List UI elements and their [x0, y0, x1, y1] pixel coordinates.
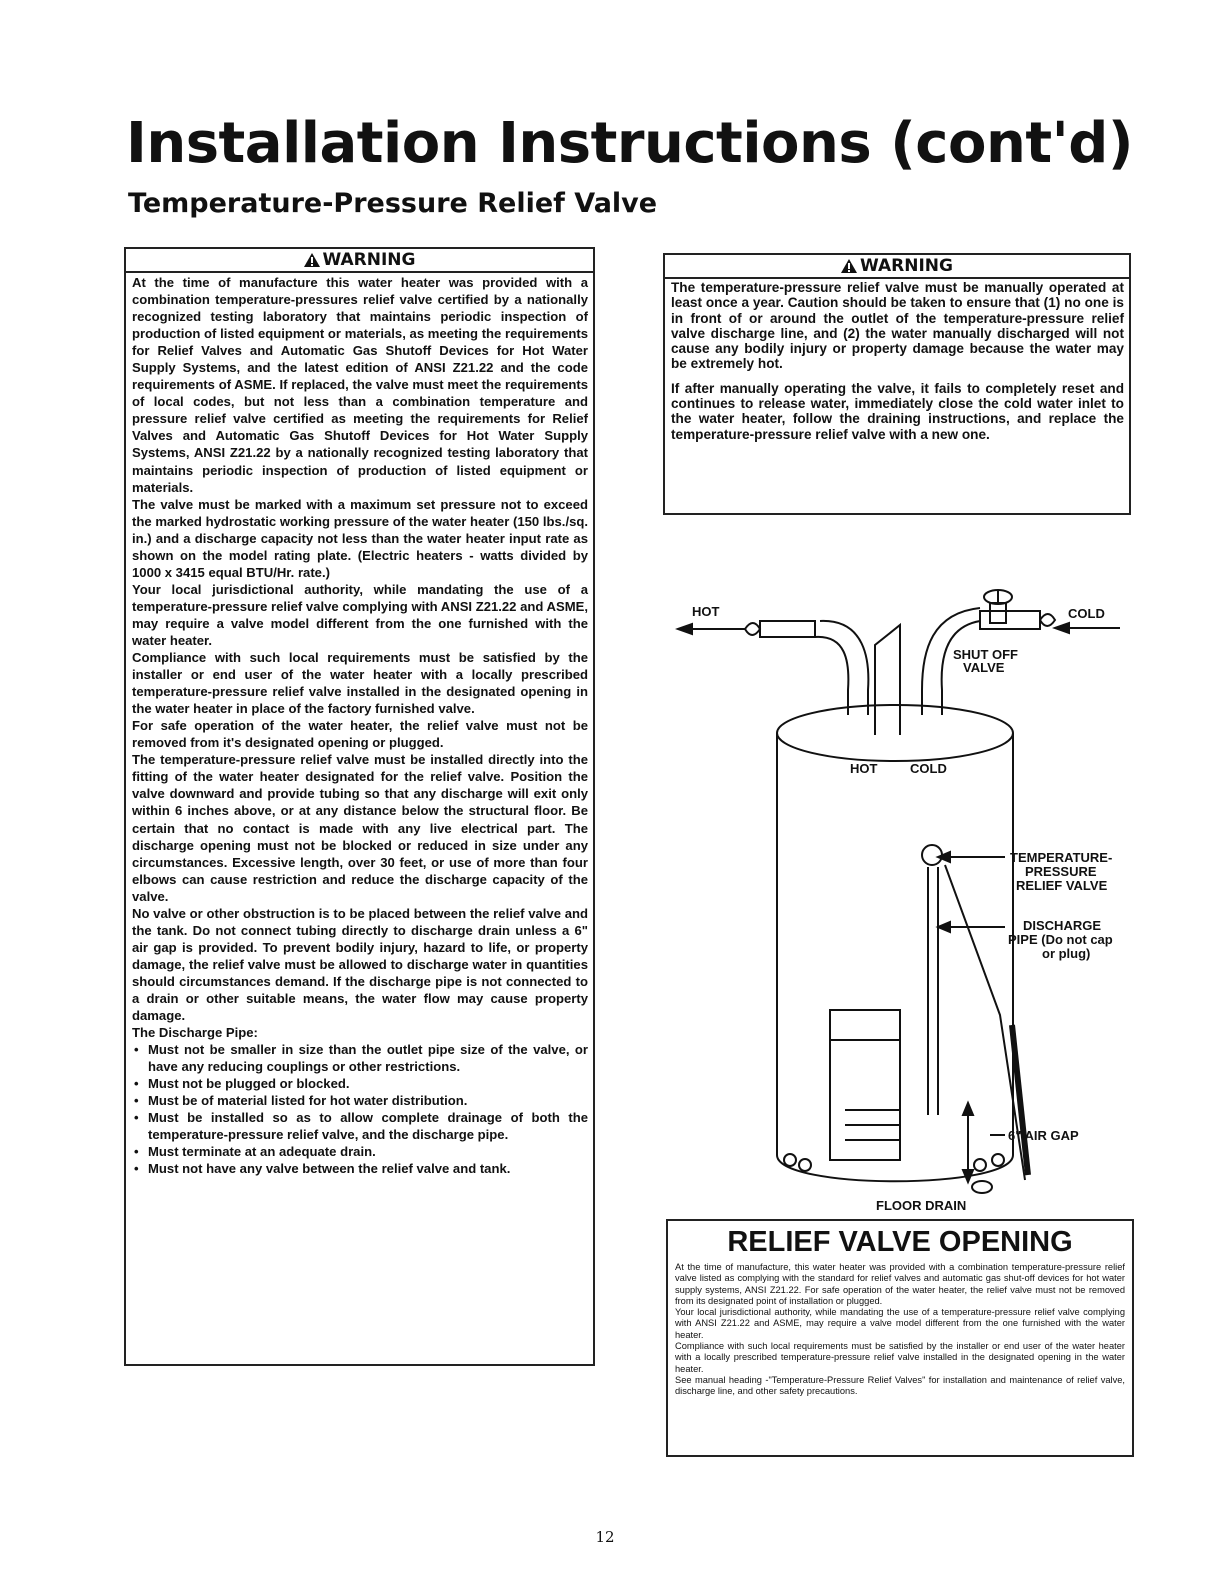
tank-cold-label: COLD	[910, 761, 947, 776]
tpr-label-line1: TEMPERATURE-	[1010, 850, 1113, 865]
discharge-label-line3: or plug)	[1042, 946, 1091, 961]
left-warning-body	[126, 273, 593, 1181]
discharge-label-line1: DISCHARGE	[1023, 918, 1102, 933]
list-item: • Must not be plugged or blocked.	[132, 1075, 588, 1092]
floor-drain-label: FLOOR DRAIN	[876, 1198, 967, 1213]
list-item: • Must terminate at an adequate drain.	[132, 1143, 588, 1160]
tank-hot-label: HOT	[850, 761, 878, 776]
warning-paragraph: No valve or other obstruction is to be placed between the relief valve and the tank. Do not connect tubing directly to discharge drain unless a 6" air gap is provided. To prevent bodily injury, hazard to life, or property damage, the relief valve must be allowed to discharge water in quantities should circumstances demand. If the discharge pipe is not connected to a drain or other suitable means, the water flow may cause property damage.	[132, 905, 588, 1024]
relief-paragraph: See manual heading -"Temperature-Pressure Relief Valves" for installation and maintenance of relief valve, discharge line, and other safety precautions.	[675, 1374, 1125, 1397]
shutoff-label-line1: SHUT OFF	[953, 647, 1018, 662]
water-heater-diagram	[670, 575, 1140, 1215]
warning-paragraph: The valve must be marked with a maximum set pressure not to exceed the marked hydrostatic working pressure of the water heater (150 lbs./sq. in.) and a discharge capacity not less than the water heater input rate as shown on the model rating plate. (Electric heaters - watts divided by 1000 x 3415 equal BTU/Hr. rate.)	[132, 496, 588, 580]
relief-valve-body	[675, 1262, 1125, 1398]
discharge-label-line2: PIPE (Do not cap	[1008, 932, 1113, 947]
warning-paragraph: Your local jurisdictional authority, while mandating the use of a temperature-pressure relief valve complying with ANSI Z21.22 and ASME, may require a valve model different from the one furnished with the water heater.	[132, 581, 588, 648]
air-gap-label: 6" AIR GAP	[1008, 1128, 1079, 1143]
water-heater-illustration	[670, 575, 1140, 1215]
list-item: • Must be of material listed for hot water distribution.	[132, 1092, 588, 1109]
list-item: • Must not have any valve between the relief valve and tank.	[132, 1160, 588, 1177]
page-number: 12	[595, 1528, 615, 1546]
warning-paragraph: The temperature-pressure relief valve must be manually operated at least once a year. Caution should be taken to ensure that (1) no one is in front of or around the outlet of the temperature-pressure relief valve discharge line, and (2) the water manually discharged will not cause any bodily injury or property damage because the water may be extremely hot.	[671, 280, 1124, 372]
relief-paragraph: At the time of manufacture, this water heater was provided with a combination temperature-pressure relief valve listed as complying with the standard for relief valves and automatic gas shut-off devices for hot water supply systems, ANSI Z21.22. For safe operation of the water heater, the relief valve must not be removed from its designated point of installation or plugged.	[675, 1262, 1125, 1306]
relief-paragraph: Your local jurisdictional authority, while mandating the use of a temperature-pressure relief valve complying with ANSI Z21.22 and ASME, may require a valve model different from the one furnished with the water heater.	[675, 1307, 1125, 1340]
right-warning-heading: WARNING	[860, 256, 953, 276]
relief-valve-title: RELIEF VALVE OPENING	[727, 1226, 1073, 1258]
warning-triangle-icon	[841, 259, 857, 273]
cold-inlet-label: COLD	[1068, 606, 1105, 621]
relief-valve-opening-box	[666, 1219, 1134, 1457]
list-item: • Must be installed so as to allow complete drainage of both the temperature-pressure relief valve, and the discharge pipe.	[132, 1109, 588, 1143]
discharge-pipe-list	[132, 1041, 588, 1177]
left-warning-box	[124, 247, 595, 1366]
list-item: • Must not be smaller in size than the outlet pipe size of the valve, or have any reducing couplings or other restrictions.	[132, 1041, 588, 1075]
warning-paragraph: If after manually operating the valve, it fails to completely reset and continues to release water, immediately close the cold water inlet to the water heater, follow the draining instructions, and replace the temperature-pressure relief valve with a new one.	[671, 380, 1124, 442]
relief-paragraph: Compliance with such local requirements must be satisfied by the installer or end user of the water heater with a locally prescribed temperature-pressure relief valve installed in the designated opening in the water heater.	[675, 1341, 1125, 1374]
right-warning-body	[665, 279, 1129, 446]
right-warning-header	[665, 255, 1129, 279]
warning-paragraph: The Discharge Pipe:	[132, 1025, 258, 1041]
shutoff-label-line2: VALVE	[963, 660, 1005, 675]
left-warning-heading: WARNING	[322, 250, 416, 270]
warning-paragraph: The temperature-pressure relief valve must be installed directly into the fitting of the water heater designated for the relief valve. Position the valve downward and provide tubing so that any discharge will exit only within 6 inches above, or at any distance below the structural floor. Be certain that no contact is made with any live electrical part. The discharge opening must not be blocked or reduced in size under any circumstances. Excessive length, over 30 feet, or use of more than four elbows can cause restriction and reduce the discharge capacity of the valve.	[132, 752, 588, 904]
warning-paragraph: For safe operation of the water heater, the relief valve must not be removed from it's designated opening or plugged.	[132, 718, 588, 751]
warning-triangle-icon	[304, 253, 320, 267]
left-warning-header	[126, 249, 593, 273]
page-title: Installation Instructions (cont'd)	[126, 111, 1133, 176]
tpr-label-line3: RELIEF VALVE	[1016, 878, 1108, 893]
warning-paragraph: Compliance with such local requirements must be satisfied by the installer or end user of the water heater with a locally prescribed temperature-pressure relief valve installed in the designated opening in the water heater in place of the factory furnished valve.	[132, 650, 588, 717]
tpr-label-line2: PRESSURE	[1025, 864, 1097, 879]
section-subtitle: Temperature-Pressure Relief Valve	[128, 188, 658, 219]
warning-paragraph: At the time of manufacture this water heater was provided with a combination temperature-pressures relief valve certified by a nationally recognized testing laboratory that maintains periodic inspection of production of listed equipment or materials, as meeting the requirements for Relief Valves and Automatic Gas Shutoff Devices for Hot Water Supply Systems, and the latest edition of ANSI Z21.22 and the code requirements of ASME. If replaced, the valve must meet the requirements of local codes, but not less than a combination temperature and pressure relief valve certified as meeting the requirements for Relief Valves and Automatic Gas Shutoff Devices for Hot Water Supply Systems, ANSI Z21.22 by a nationally recognized testing laboratory that maintains periodic inspection of production of listed equipment or materials.	[132, 275, 588, 495]
hot-outlet-label: HOT	[692, 604, 720, 619]
right-warning-box	[663, 253, 1131, 515]
